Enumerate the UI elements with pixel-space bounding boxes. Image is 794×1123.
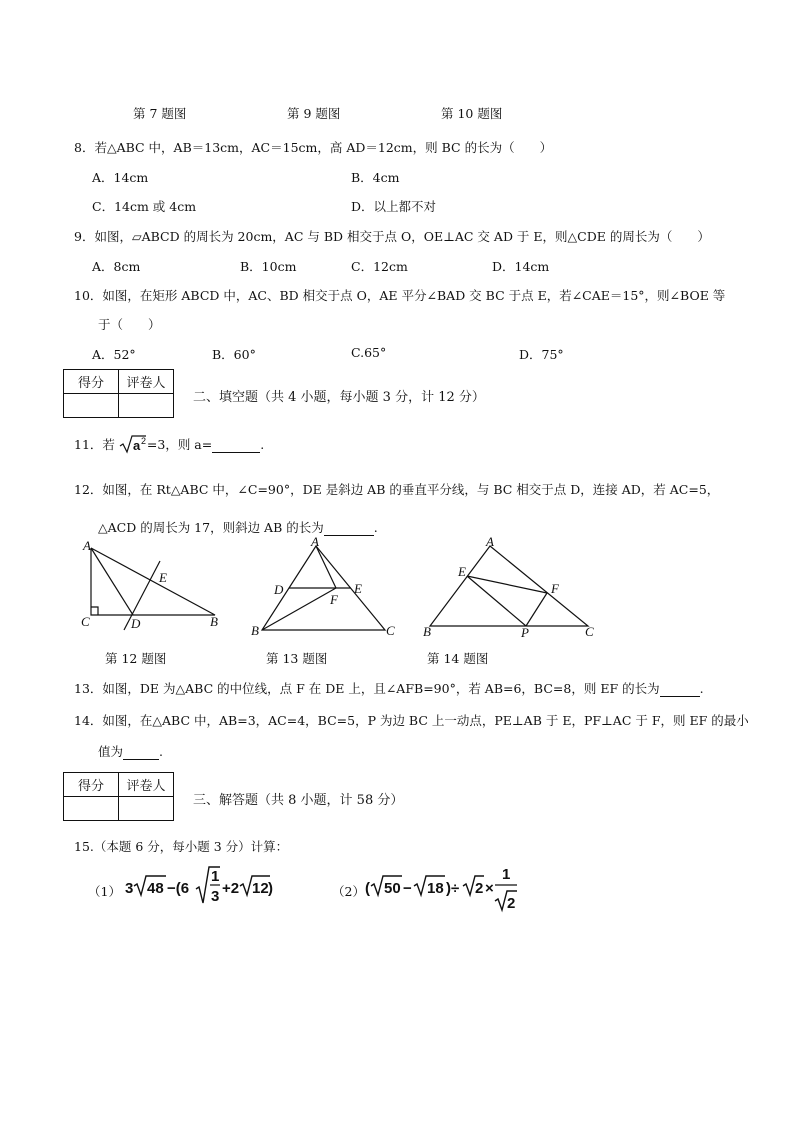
q12-answer-blank[interactable] <box>324 520 374 536</box>
sqrt-sign-icon <box>119 434 147 454</box>
p1-close-paren: ) <box>268 880 273 897</box>
fig14-label-f: F <box>551 581 559 596</box>
q11-suffix: =3，则 a= <box>146 437 213 452</box>
caption-fig12: 第 12 题图 <box>105 651 167 666</box>
score-table-section2 <box>63 369 174 418</box>
p1-plus-2: +2 <box>222 880 240 897</box>
q11-end: . <box>260 437 265 452</box>
q9-option-d: D．14cm <box>492 259 550 274</box>
q10-stem-line1: 10．如图，在矩形 ABCD 中，AC、BD 相交于点 O，AE 平分∠BAD 交 BC 于点 E，若∠CAE＝15°，则∠BOE 等 <box>74 288 726 303</box>
q11-radicand: a <box>132 438 141 453</box>
q9-option-a: A．8cm <box>92 259 141 274</box>
score-label: 得分 <box>64 773 119 797</box>
p1-coef: 3 <box>125 880 134 897</box>
q15-part1-label: （1） <box>88 884 121 899</box>
fig13-label-b: B <box>251 623 259 638</box>
caption-fig14: 第 14 题图 <box>427 651 489 666</box>
q14-line2-text: 值为 <box>98 744 124 759</box>
q14-line2 <box>98 742 163 760</box>
p2-times: × <box>485 880 494 897</box>
q13 <box>74 679 704 697</box>
q14-end: . <box>159 744 163 759</box>
fig14-label-b: B <box>423 624 431 639</box>
q10-option-a: A．52° <box>92 347 136 362</box>
grader-label: 评卷人 <box>119 773 174 797</box>
figure-14 <box>420 536 600 640</box>
p2-radicand-2b: 2 <box>507 895 516 912</box>
q8-stem: 8．若△ABC 中，AB＝13cm，AC＝15cm，高 AD＝12cm，则 BC 的长为（ ） <box>74 140 553 155</box>
q11-exponent: 2 <box>140 436 146 446</box>
figure-13 <box>248 536 400 640</box>
q10-stem-line2: 于（ ） <box>98 317 161 332</box>
q8-option-b: B．4cm <box>351 170 400 185</box>
caption-fig10: 第 10 题图 <box>441 106 503 121</box>
caption-fig9: 第 9 题图 <box>287 106 341 121</box>
q10-option-c: C.65° <box>351 345 387 360</box>
q12-line2-text: △ACD 的周长为 17，则斜边 AB 的长为 <box>98 520 324 535</box>
p2-radicand-2a: 2 <box>475 880 484 897</box>
score-cell[interactable] <box>64 797 119 821</box>
figure-12 <box>76 538 226 638</box>
q10-option-d: D．75° <box>519 347 564 362</box>
section3-heading: 三、解答题（共 8 小题，计 58 分） <box>193 793 404 808</box>
q12-end: . <box>373 520 378 535</box>
p2-open-paren: ( <box>365 880 370 897</box>
fig14-label-e: E <box>458 564 466 579</box>
p2-minus: − <box>403 880 412 897</box>
caption-fig13: 第 13 题图 <box>266 651 328 666</box>
q15-part2-expression <box>365 863 520 913</box>
p2-radicand-50: 50 <box>384 880 401 897</box>
score-cell[interactable] <box>64 394 119 418</box>
fig13-label-a: A <box>311 536 319 549</box>
fig13-label-d: D <box>274 582 284 597</box>
q13-answer-blank[interactable] <box>660 681 700 697</box>
q9-option-b: B．10cm <box>240 259 297 274</box>
section2-heading: 二、填空题（共 4 小题，每小题 3 分，计 12 分） <box>193 390 485 405</box>
fig13-label-f: F <box>330 592 338 607</box>
fig12-label-d: D <box>131 616 141 631</box>
grader-cell[interactable] <box>119 394 174 418</box>
p2-numerator: 1 <box>502 866 511 883</box>
q12-line2 <box>98 518 378 536</box>
fig14-label-c: C <box>585 624 594 639</box>
caption-fig7: 第 7 题图 <box>133 106 187 121</box>
p1-radicand-12: 12 <box>252 880 269 897</box>
q15-part2-label: （2） <box>332 884 365 899</box>
grader-label: 评卷人 <box>119 370 174 394</box>
fig13-label-c: C <box>386 623 395 638</box>
q14-line1: 14．如图，在△ABC 中，AB=3，AC=4，BC=5，P 为边 BC 上一动点，PE⊥AB 于 E，PF⊥AC 于 F，则 EF 的最小 <box>74 713 749 728</box>
q15-part1-expression <box>125 863 275 909</box>
q11-prefix: 11．若 <box>74 437 115 452</box>
p2-radicand-18: 18 <box>427 880 444 897</box>
q15-stem: 15.（本题 6 分，每小题 3 分）计算： <box>74 839 289 854</box>
score-table-section3 <box>63 772 174 821</box>
p1-numerator: 1 <box>211 868 220 885</box>
q14-answer-blank[interactable] <box>123 744 159 760</box>
q8-option-d: D．以上都不对 <box>351 199 437 214</box>
fig12-label-e: E <box>159 570 167 585</box>
q13-text: 13．如图，DE 为△ABC 的中位线，点 F 在 DE 上，且∠AFB=90°，若 AB=6，BC=8，则 EF 的长为 <box>74 681 660 696</box>
fig12-label-c: C <box>81 614 90 629</box>
q8-option-c: C．14cm 或 4cm <box>92 199 197 214</box>
fig12-label-b: B <box>210 614 218 629</box>
grader-cell[interactable] <box>119 797 174 821</box>
q9-option-c: C．12cm <box>351 259 408 274</box>
q11-answer-blank[interactable] <box>212 437 260 453</box>
q11 <box>74 434 264 454</box>
p2-close-div: )÷ <box>446 880 460 897</box>
q9-stem: 9．如图，▱ABCD 的周长为 20cm，AC 与 BD 相交于点 O，OE⊥AC 交 AD 于 E，则△CDE 的周长为（ ） <box>74 229 710 244</box>
q8-option-a: A．14cm <box>92 170 149 185</box>
q13-end: . <box>699 681 704 696</box>
fig12-label-a: A <box>83 538 91 553</box>
p1-denominator: 3 <box>211 888 220 905</box>
p1-minus-6: −(6 <box>167 880 190 897</box>
q10-option-b: B．60° <box>212 347 256 362</box>
p1-radicand-48: 48 <box>147 880 164 897</box>
score-label: 得分 <box>64 370 119 394</box>
fig13-label-e: E <box>354 581 362 596</box>
fig14-label-a: A <box>486 536 494 549</box>
fig14-label-p: P <box>521 625 529 640</box>
q12-line1: 12．如图，在 Rt△ABC 中，∠C=90°，DE 是斜边 AB 的垂直平分线，与 BC 相交于点 D，连接 AD，若 AC=5， <box>74 482 720 497</box>
